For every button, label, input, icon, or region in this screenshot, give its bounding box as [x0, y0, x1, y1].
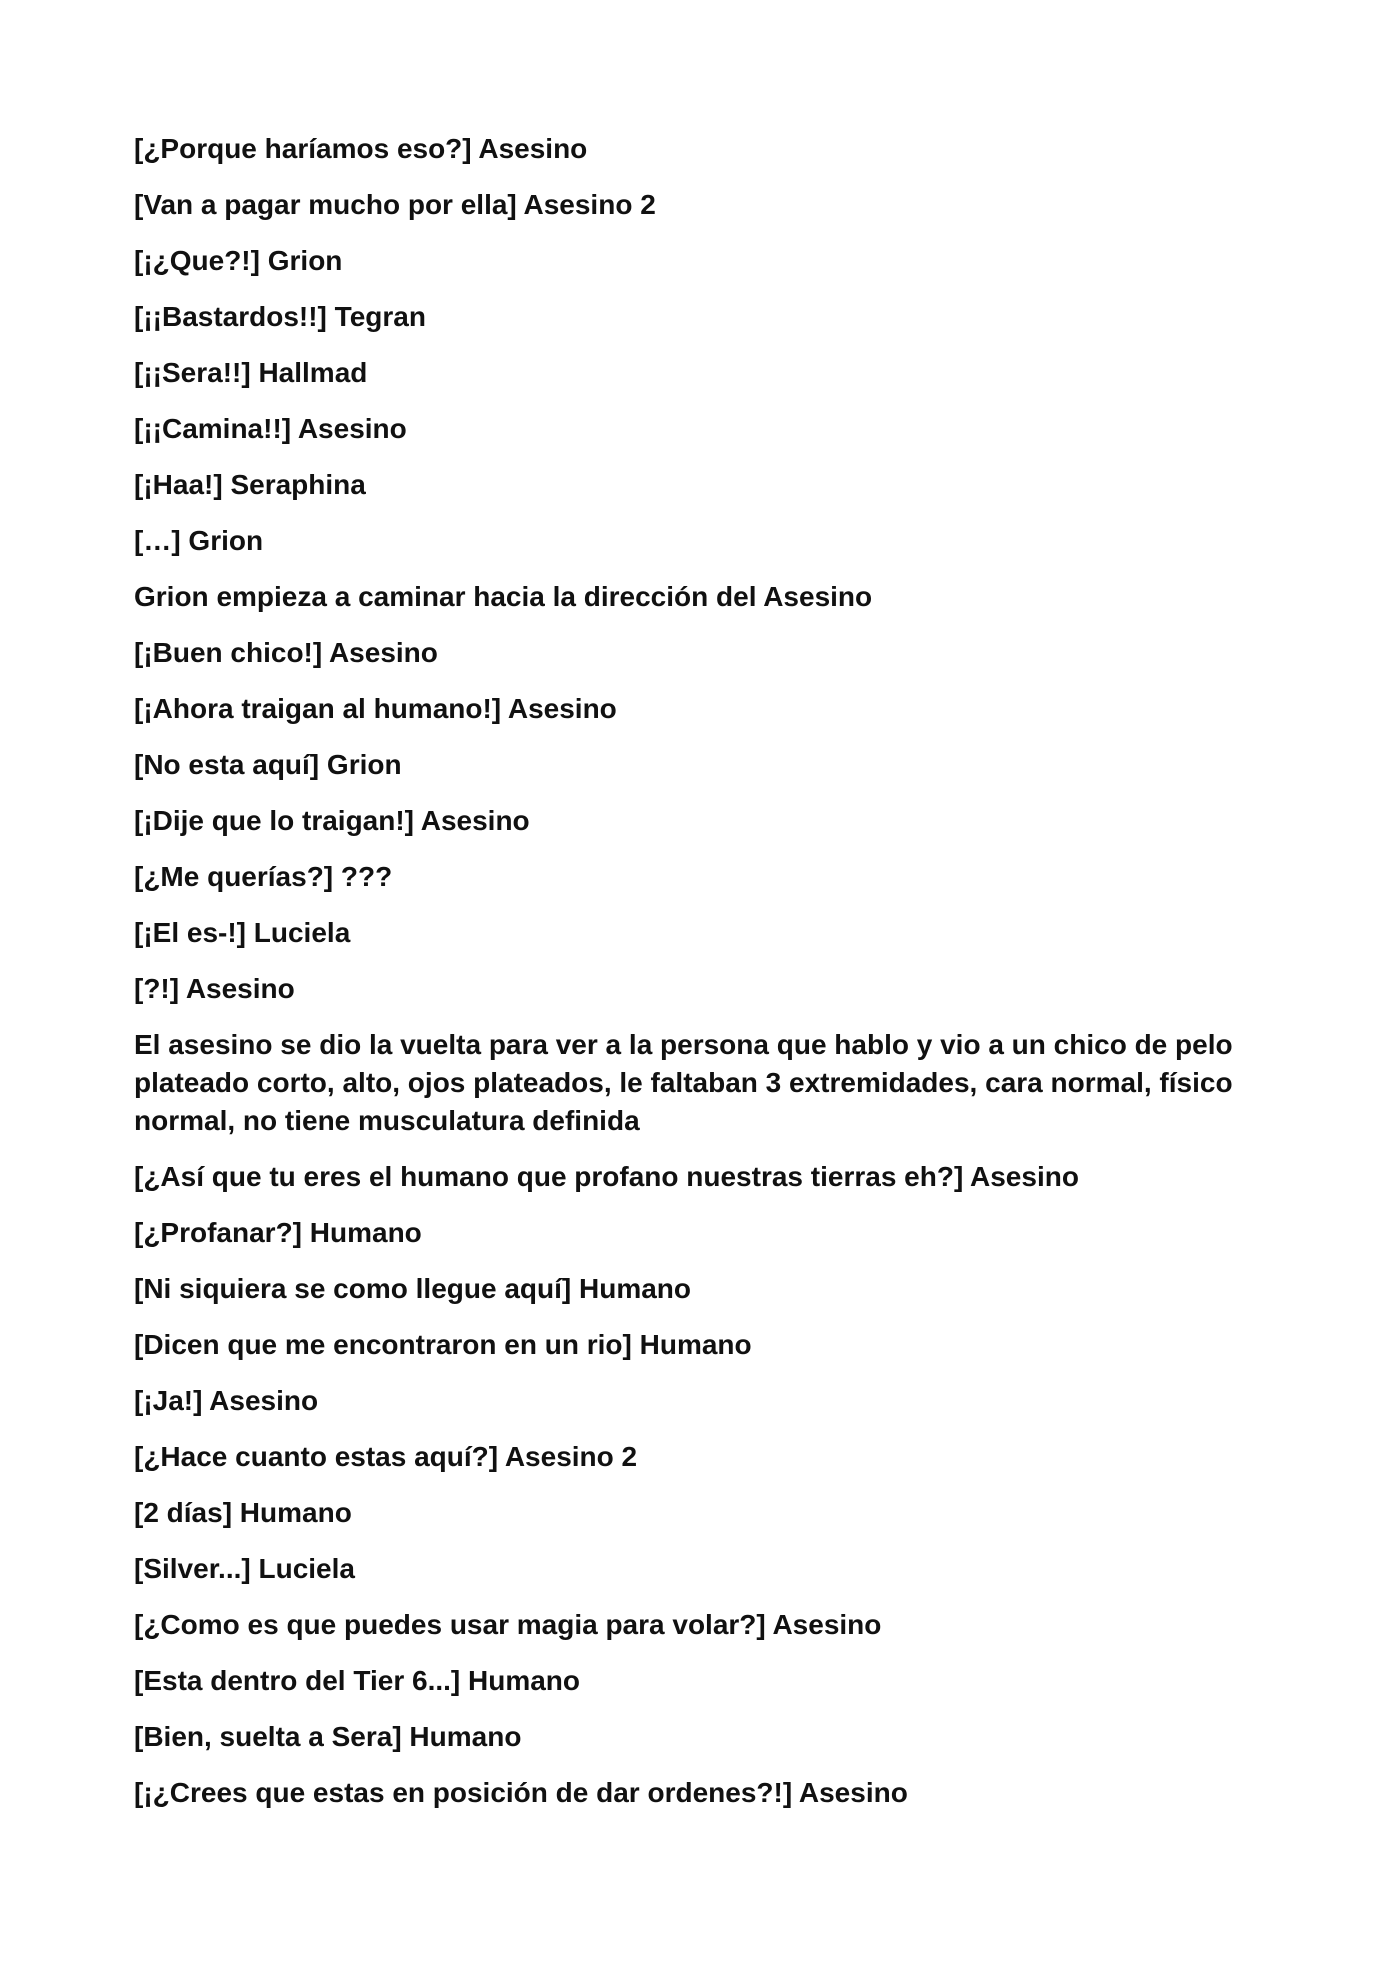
dialogue-line: [¡Dije que lo traigan!] Asesino: [134, 805, 530, 836]
dialogue-line: [¿Como es que puedes usar magia para volar?] Asesino: [134, 1609, 882, 1640]
dialogue-line: [¡¡Sera!!] Hallmad: [134, 357, 368, 388]
dialogue-line: [Esta dentro del Tier 6...] Humano: [134, 1665, 581, 1696]
dialogue-line: [2 días] Humano: [134, 1497, 352, 1528]
dialogue-line: [¿Me querías?] ???: [134, 861, 393, 892]
narration-paragraph: El asesino se dio la vuelta para ver a la persona que hablo y vio a un chico de pelo plateado corto, alto, ojos plateados, le faltaban 3 extremidades, cara normal, físico normal, no tiene musculatura definida: [134, 1029, 1233, 1136]
dialogue-line: [¿Profanar?] Humano: [134, 1217, 422, 1248]
narration-line: Grion empieza a caminar hacia la dirección del Asesino: [134, 581, 873, 612]
dialogue-line: [¿Porque haríamos eso?] Asesino: [134, 133, 588, 164]
dialogue-line: [?!] Asesino: [134, 973, 295, 1004]
dialogue-line: [Van a pagar mucho por ella] Asesino 2: [134, 189, 656, 220]
dialogue-line: [¡¡Camina!!] Asesino: [134, 413, 407, 444]
dialogue-line: [Ni siquiera se como llegue aquí] Humano: [134, 1273, 691, 1304]
dialogue-line: [¡Ahora traigan al humano!] Asesino: [134, 693, 617, 724]
dialogue-line: [Silver...] Luciela: [134, 1553, 355, 1584]
dialogue-line: [¡¿Que?!] Grion: [134, 245, 343, 276]
dialogue-line: [¡Ja!] Asesino: [134, 1385, 319, 1416]
dialogue-line: [Dicen que me encontraron en un rio] Humano: [134, 1329, 752, 1360]
dialogue-line: [¡¿Crees que estas en posición de dar ordenes?!] Asesino: [134, 1777, 908, 1808]
dialogue-line: [¡Haa!] Seraphina: [134, 469, 366, 500]
dialogue-line: [¿Hace cuanto estas aquí?] Asesino 2: [134, 1441, 638, 1472]
document-body: [134, 130, 1254, 1830]
dialogue-line: [¡El es-!] Luciela: [134, 917, 351, 948]
dialogue-line: [¡Buen chico!] Asesino: [134, 637, 438, 668]
dialogue-line: [Bien, suelta a Sera] Humano: [134, 1721, 522, 1752]
dialogue-line: [¡¡Bastardos!!] Tegran: [134, 301, 426, 332]
dialogue-line: […] Grion: [134, 525, 264, 556]
dialogue-line: [¿Así que tu eres el humano que profano nuestras tierras eh?] Asesino: [134, 1161, 1079, 1192]
dialogue-line: [No esta aquí] Grion: [134, 749, 402, 780]
